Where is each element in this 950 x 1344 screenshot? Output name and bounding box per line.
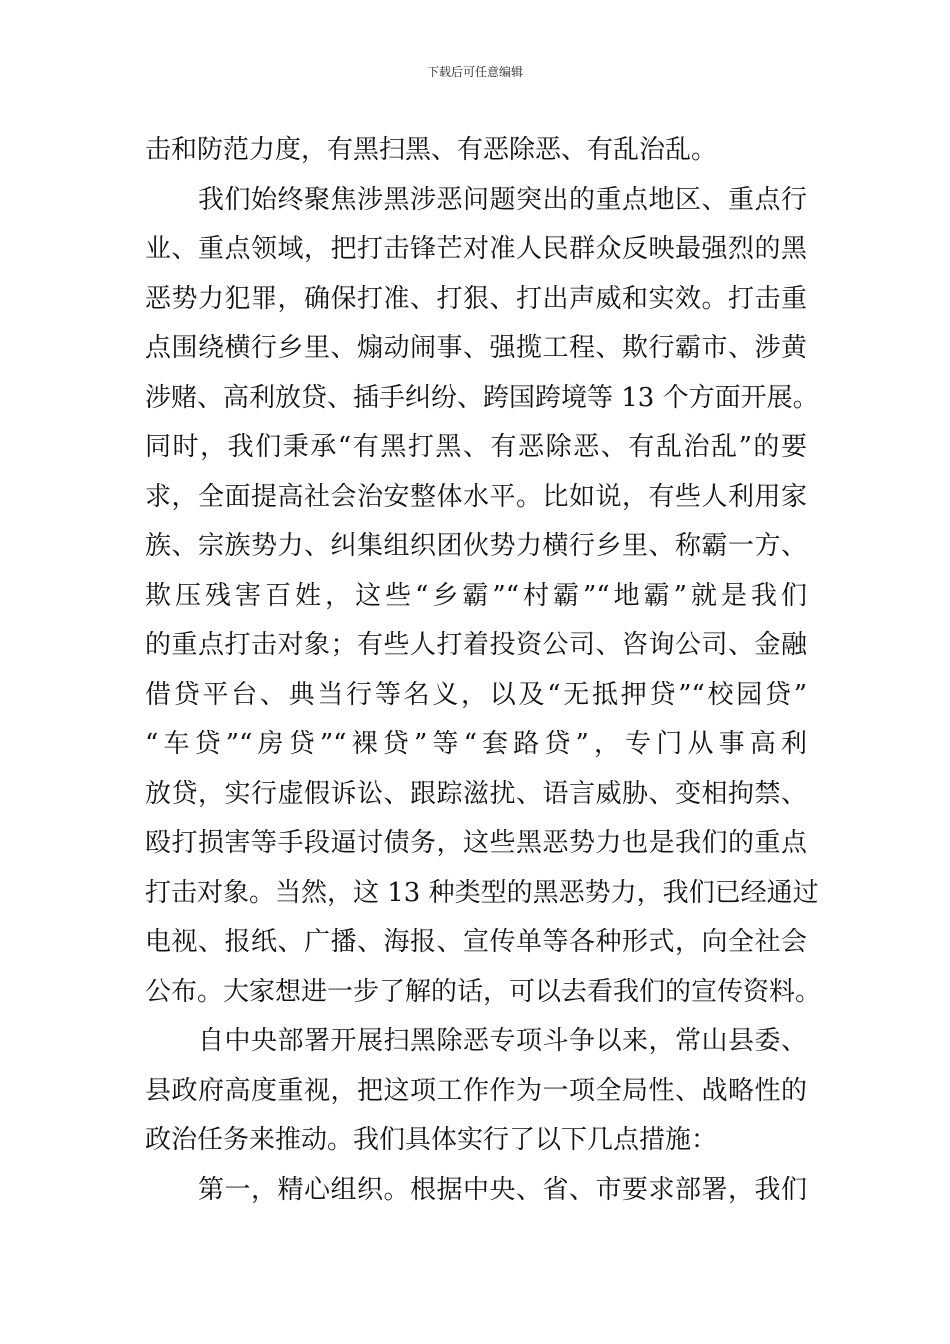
body-line: 殴打损害等手段逼讨债务，这些黑恶势力也是我们的重点	[145, 828, 807, 858]
body-line: 自中央部署开展扫黑除恶专项斗争以来，常山县委、	[145, 1026, 807, 1056]
body-line: 求，全面提高社会治安整体水平。比如说，有些人利用家	[145, 481, 807, 512]
body-line: 恶势力犯罪，确保打准、打狠、打出声威和实效。打击重	[145, 283, 807, 314]
body-line: 政治任务来推动。我们具体实行了以下几点措施：	[145, 1125, 718, 1155]
page-header: 下载后可任意编辑	[426, 65, 523, 79]
body-line: 击和防范力度，有黑扫黑、有恶除恶、有乱治乱。	[145, 135, 718, 165]
body-line: 的重点打击对象；有些人打着投资公司、咨询公司、金融	[145, 630, 807, 660]
body-line: 同时，我们秉承“有黑打黑、有恶除恶、有乱治乱”的要	[145, 432, 807, 462]
body-line: 打击对象。当然，这 13 种类型的黑恶势力，我们已经通过	[145, 877, 819, 908]
body-line: 电视、报纸、广播、海报、宣传单等各种形式，向全社会	[145, 927, 807, 957]
body-line: “车贷”“房贷”“裸贷”等“套路贷”，专门从事高利	[145, 729, 807, 759]
body-line: 我们始终聚焦涉黑涉恶问题突出的重点地区、重点行	[145, 184, 807, 215]
body-line: 业、重点领域，把打击锋芒对准人民群众反映最强烈的黑	[145, 234, 807, 264]
body-line: 点围绕横行乡里、煽动闹事、强揽工程、欺行霸市、涉黄	[145, 333, 807, 363]
body-line: 第一，精心组织。根据中央、省、市要求部署，我们	[145, 1174, 807, 1205]
body-line: 公布。大家想进一步了解的话，可以去看我们的宣传资料。	[145, 976, 822, 1007]
body-line: 族、宗族势力、纠集组织团伙势力横行乡里、称霸一方、	[145, 531, 807, 561]
body-line: 县政府高度重视，把这项工作作为一项全局性、战略性的	[145, 1075, 807, 1106]
document-body	[145, 126, 822, 1215]
body-line: 欺压残害百姓，这些“乡霸”“村霸”“地霸”就是我们	[145, 580, 807, 611]
body-line: 借贷平台、典当行等名义，以及“无抵押贷”“校园贷”	[145, 679, 807, 710]
body-line: 放贷，实行虚假诉讼、跟踪滋扰、语言威胁、变相拘禁、	[145, 778, 807, 809]
body-line: 涉赌、高利放贷、插手纠纷、跨国跨境等 13 个方面开展。	[145, 382, 819, 413]
